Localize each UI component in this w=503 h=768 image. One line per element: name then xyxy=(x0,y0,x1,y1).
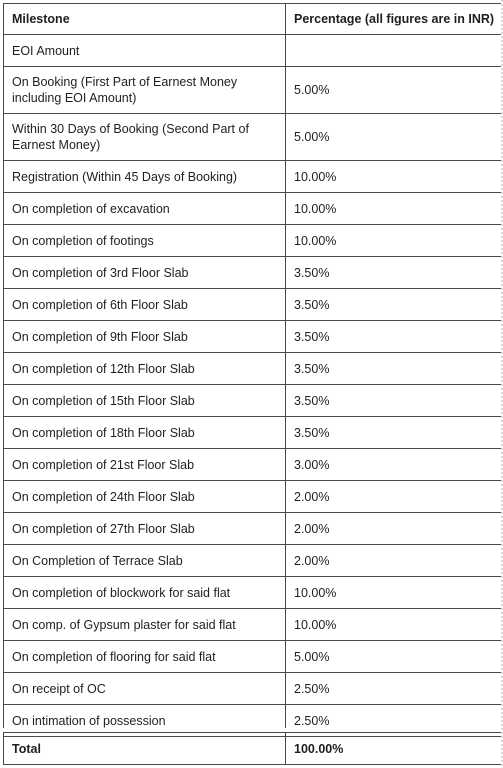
milestone-cell: On completion of 3rd Floor Slab xyxy=(4,257,286,289)
percentage-cell: 5.00% xyxy=(286,641,503,673)
table-row xyxy=(4,321,503,353)
milestone-cell: On receipt of OC xyxy=(4,673,286,705)
table-row xyxy=(4,673,503,705)
percentage-cell: 3.50% xyxy=(286,385,503,417)
milestone-cell: On completion of 27th Floor Slab xyxy=(4,513,286,545)
table-row xyxy=(4,257,503,289)
milestone-cell: EOI Amount xyxy=(4,35,286,67)
total-row xyxy=(4,733,503,765)
table-row xyxy=(4,577,503,609)
percentage-cell: 2.00% xyxy=(286,545,503,577)
table-row xyxy=(4,481,503,513)
percentage-header: Percentage (all figures are in INR) xyxy=(286,4,503,35)
table-row xyxy=(4,417,503,449)
percentage-cell: 10.00% xyxy=(286,577,503,609)
table-row xyxy=(4,449,503,481)
percentage-cell: 10.00% xyxy=(286,609,503,641)
milestone-cell: On completion of excavation xyxy=(4,193,286,225)
table-row xyxy=(4,114,503,161)
total-percentage: 100.00% xyxy=(286,733,503,765)
table-row xyxy=(4,545,503,577)
milestone-header: Milestone xyxy=(4,4,286,35)
milestone-cell: Registration (Within 45 Days of Booking) xyxy=(4,161,286,193)
table-row xyxy=(4,609,503,641)
percentage-cell: 5.00% xyxy=(286,114,503,161)
milestone-cell: On completion of 15th Floor Slab xyxy=(4,385,286,417)
table-row xyxy=(4,289,503,321)
table-row xyxy=(4,513,503,545)
header-row xyxy=(4,4,503,35)
table-row xyxy=(4,67,503,114)
table-row xyxy=(4,193,503,225)
percentage-cell: 5.00% xyxy=(286,67,503,114)
percentage-cell: 3.50% xyxy=(286,289,503,321)
milestone-cell: On completion of 9th Floor Slab xyxy=(4,321,286,353)
milestone-cell: On completion of flooring for said flat xyxy=(4,641,286,673)
milestone-cell: On completion of 6th Floor Slab xyxy=(4,289,286,321)
milestone-cell: Within 30 Days of Booking (Second Part of Earnest Money) xyxy=(4,114,286,161)
table-row xyxy=(4,353,503,385)
total-label: Total xyxy=(4,733,286,765)
milestone-cell: On intimation of possession xyxy=(4,705,286,737)
milestone-cell: On completion of 21st Floor Slab xyxy=(4,449,286,481)
milestone-cell: On completion of blockwork for said flat xyxy=(4,577,286,609)
table-row xyxy=(4,225,503,257)
total-table xyxy=(3,732,503,765)
milestone-cell: On completion of 24th Floor Slab xyxy=(4,481,286,513)
percentage-cell xyxy=(286,35,503,67)
percentage-cell: 3.50% xyxy=(286,353,503,385)
percentage-cell: 2.50% xyxy=(286,673,503,705)
percentage-cell: 2.50% xyxy=(286,705,503,737)
milestone-cell: On comp. of Gypsum plaster for said flat xyxy=(4,609,286,641)
milestone-cell: On completion of 12th Floor Slab xyxy=(4,353,286,385)
table-row xyxy=(4,385,503,417)
percentage-cell: 3.50% xyxy=(286,417,503,449)
milestone-cell: On completion of 18th Floor Slab xyxy=(4,417,286,449)
percentage-cell: 2.00% xyxy=(286,513,503,545)
percentage-cell: 10.00% xyxy=(286,193,503,225)
percentage-cell: 10.00% xyxy=(286,161,503,193)
milestone-cell: On completion of footings xyxy=(4,225,286,257)
percentage-cell: 2.00% xyxy=(286,481,503,513)
milestone-cell: On Completion of Terrace Slab xyxy=(4,545,286,577)
table-row xyxy=(4,641,503,673)
percentage-cell: 10.00% xyxy=(286,225,503,257)
percentage-cell: 3.50% xyxy=(286,321,503,353)
percentage-cell: 3.00% xyxy=(286,449,503,481)
table-row xyxy=(4,35,503,67)
payment-schedule-table xyxy=(3,3,503,737)
percentage-cell: 3.50% xyxy=(286,257,503,289)
milestone-cell: On Booking (First Part of Earnest Money including EOI Amount) xyxy=(4,67,286,114)
table-row xyxy=(4,161,503,193)
